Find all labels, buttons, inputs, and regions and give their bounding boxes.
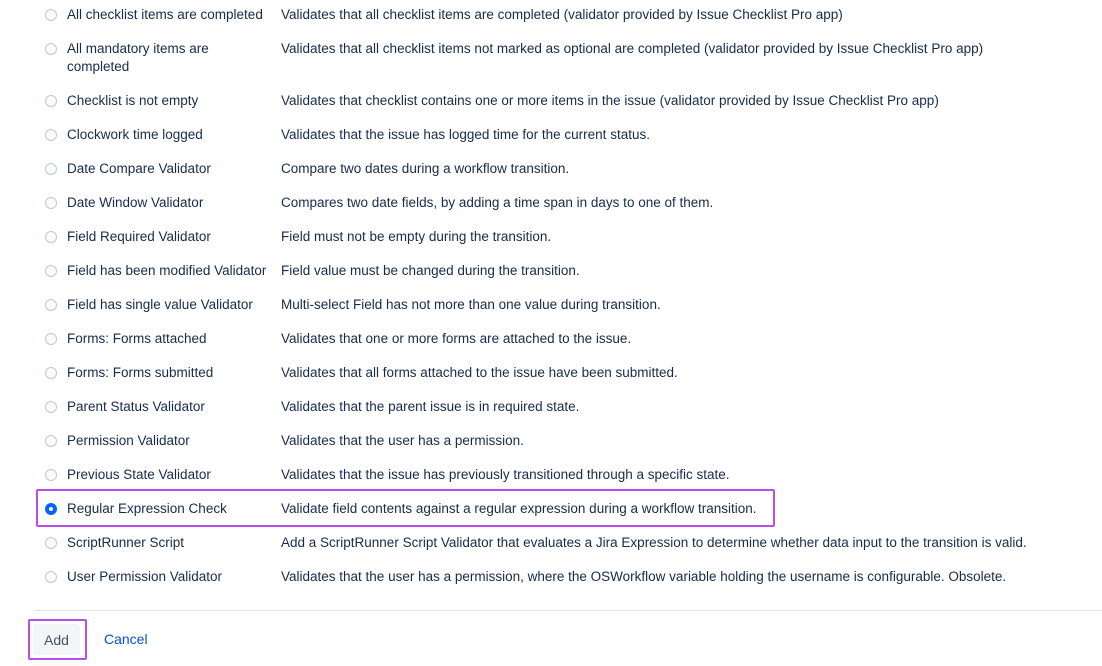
validator-radio[interactable] bbox=[45, 265, 57, 277]
validator-name: Field has been modified Validator bbox=[67, 263, 267, 278]
validator-name: All checklist items are completed bbox=[67, 7, 263, 22]
validator-radio[interactable] bbox=[45, 401, 57, 413]
validator-radio[interactable] bbox=[45, 95, 57, 107]
footer-divider bbox=[34, 610, 1102, 611]
validator-description: Validates that all checklist items not marked as optional are completed (validator provided by Issue Checklist Pro app) bbox=[281, 41, 984, 56]
validator-radio[interactable] bbox=[45, 435, 57, 447]
validator-name: Previous State Validator bbox=[67, 467, 211, 482]
validator-name: Parent Status Validator bbox=[67, 399, 205, 414]
validator-radio[interactable] bbox=[45, 537, 57, 549]
validator-radio[interactable] bbox=[45, 9, 57, 21]
validator-description: Validates that the user has a permission. bbox=[281, 433, 524, 448]
validator-description: Validates that the parent issue is in required state. bbox=[281, 399, 580, 414]
validator-name: Field Required Validator bbox=[67, 229, 211, 244]
validator-radio[interactable] bbox=[45, 571, 57, 583]
validator-radio[interactable] bbox=[45, 367, 57, 379]
validator-name: Field has single value Validator bbox=[67, 297, 253, 312]
validator-name: User Permission Validator bbox=[67, 569, 223, 584]
validator-radio[interactable] bbox=[45, 469, 57, 481]
validator-name: Regular Expression Check bbox=[67, 501, 227, 516]
validator-name: ScriptRunner Script bbox=[67, 535, 185, 550]
validator-radio[interactable] bbox=[45, 43, 57, 55]
validator-name: Forms: Forms submitted bbox=[67, 365, 214, 380]
validator-description: Validates that the issue has logged time for the current status. bbox=[281, 127, 650, 142]
validator-description: Field value must be changed during the transition. bbox=[281, 263, 580, 278]
validator-description: Validates that all checklist items are completed (validator provided by Issue Checklist Pro app) bbox=[281, 7, 843, 22]
validator-description: Multi-select Field has not more than one value during transition. bbox=[281, 297, 661, 312]
cancel-link[interactable]: Cancel bbox=[104, 631, 148, 647]
validator-description: Validates that one or more forms are attached to the issue. bbox=[281, 331, 632, 346]
selected-row-highlight bbox=[36, 489, 775, 527]
validator-radio[interactable] bbox=[45, 333, 57, 345]
validator-name: Forms: Forms attached bbox=[67, 331, 207, 346]
validator-name: Permission Validator bbox=[67, 433, 190, 448]
validator-name: All mandatory items are completed bbox=[67, 41, 209, 74]
add-button[interactable]: Add bbox=[33, 624, 80, 655]
validator-name: Date Window Validator bbox=[67, 195, 204, 210]
validator-description: Compare two dates during a workflow transition. bbox=[281, 161, 570, 176]
validator-radio[interactable] bbox=[45, 129, 57, 141]
validator-name: Checklist is not empty bbox=[67, 93, 199, 108]
validator-description: Add a ScriptRunner Script Validator that evaluates a Jira Expression to determine whether data input to the transition is valid. bbox=[281, 535, 1027, 550]
validator-description: Validates that all forms attached to the issue have been submitted. bbox=[281, 365, 678, 380]
validator-radio[interactable] bbox=[45, 231, 57, 243]
validator-radio[interactable] bbox=[45, 299, 57, 311]
validator-description: Field must not be empty during the transition. bbox=[281, 229, 552, 244]
validator-radio[interactable] bbox=[45, 197, 57, 209]
validator-description: Validates that the user has a permission, where the OSWorkflow variable holding the username is configurable. Obsolete. bbox=[281, 569, 1007, 584]
validator-description: Validates that checklist contains one or more items in the issue (validator provided by Issue Checklist Pro app) bbox=[281, 93, 939, 108]
validator-description: Validates that the issue has previously transitioned through a specific state. bbox=[281, 467, 730, 482]
validator-name: Date Compare Validator bbox=[67, 161, 211, 176]
validator-radio[interactable] bbox=[45, 163, 57, 175]
validator-description: Compares two date fields, by adding a time span in days to one of them. bbox=[281, 195, 714, 210]
validator-description: Validate field contents against a regular expression during a workflow transition. bbox=[281, 501, 757, 516]
validator-name: Clockwork time logged bbox=[67, 127, 203, 142]
